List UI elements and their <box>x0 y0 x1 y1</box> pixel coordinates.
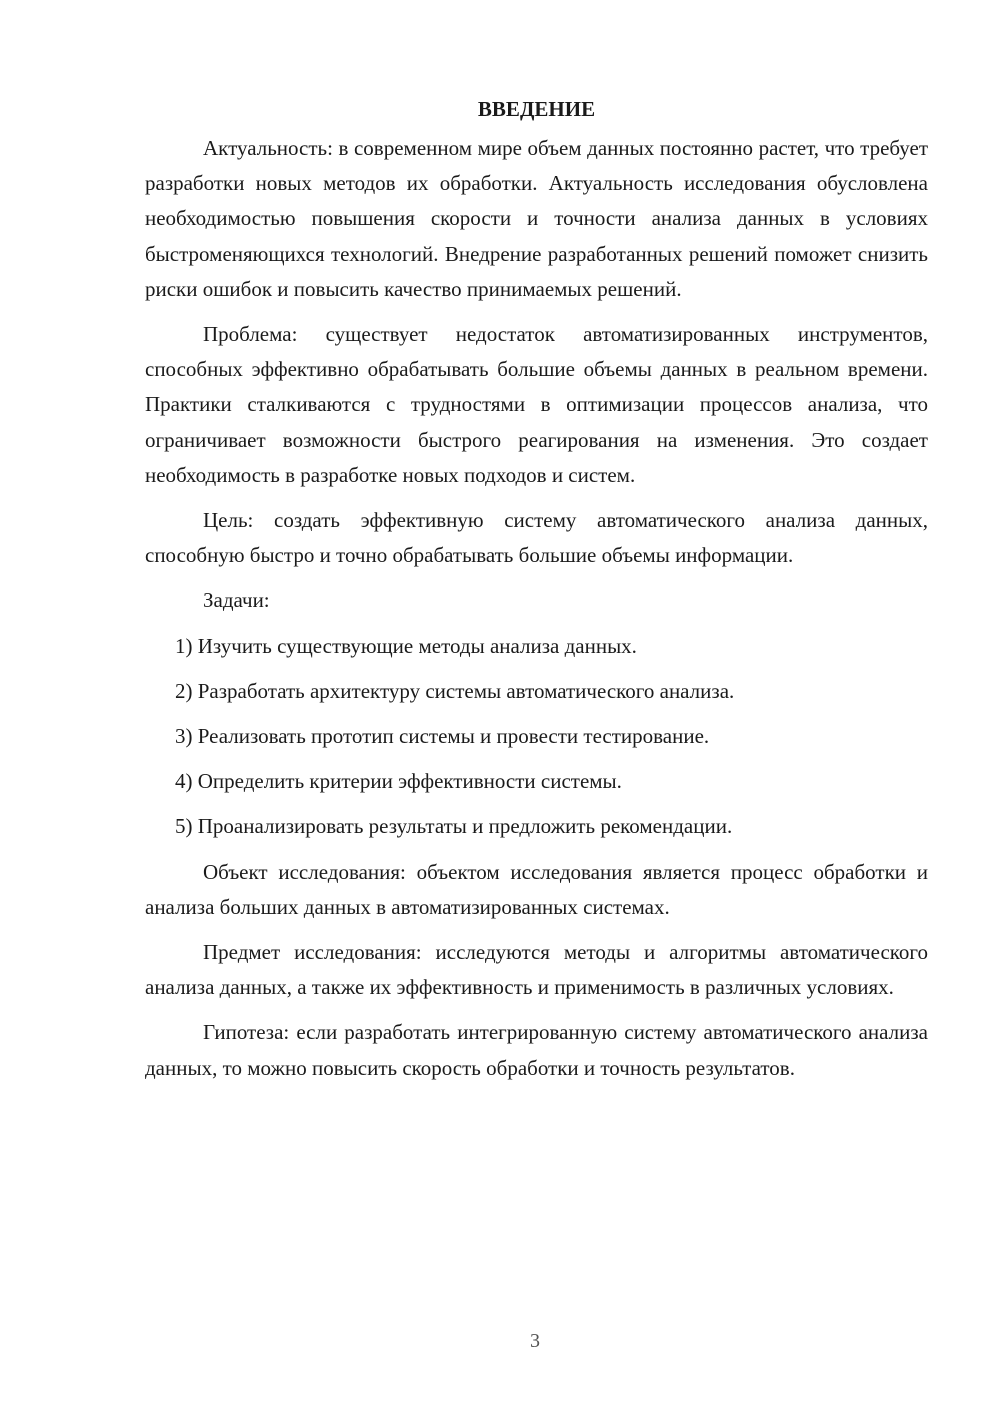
page-number: 3 <box>530 1330 540 1352</box>
task-item-1: 1) Изучить существующие методы анализа данных. <box>175 633 637 658</box>
page-title: ВВЕДЕНИЕ <box>477 97 596 121</box>
task-list <box>145 629 928 845</box>
paragraph-hypothesis: Гипотеза: если разработать интегрированную систему автоматического анализа данных, то можно повысить скорость обработки и точность результатов. <box>145 1020 928 1080</box>
task-item-2: 2) Разработать архитектуру системы автоматического анализа. <box>175 678 735 703</box>
paragraph-relevance: Актуальность: в современном мире объем данных постоянно растет, что требует разработки новых методов их обработки. Актуальность исследования обусловлена необходимостью повышения скорости и точности анализа данных в условиях быстроменяющихся технологий. Внедрение разработанных решений поможет снизить риски ошибок и повысить качество принимаемых решений. <box>145 136 928 301</box>
task-item-4: 4) Определить критерии эффективности системы. <box>175 769 622 794</box>
paragraph-problem: Проблема: существует недостаток автоматизированных инструментов, способных эффективно обрабатывать большие объемы данных в реальном времени. Практики сталкиваются с трудностями в оптимизации процессов анализа, что ограничивает возможности быстрого реагирования на изменения. Это создает необходимость в разработке новых подходов и систем. <box>145 322 928 487</box>
task-item-3: 3) Реализовать прототип системы и провести тестирование. <box>175 724 710 749</box>
paragraph-subject: Предмет исследования: исследуются методы и алгоритмы автоматического анализа данных, а также их эффективность и применимость в различных условиях. <box>145 940 928 1000</box>
paragraph-goal: Цель: создать эффективную систему автоматического анализа данных, способную быстро и точно обрабатывать большие объемы информации. <box>145 508 928 568</box>
document-page <box>145 92 928 1096</box>
tasks-label: Задачи: <box>203 588 270 613</box>
task-item-5: 5) Проанализировать результаты и предложить рекомендации. <box>175 814 733 839</box>
paragraph-object: Объект исследования: объектом исследования является процесс обработки и анализа больших данных в автоматизированных системах. <box>145 859 928 919</box>
